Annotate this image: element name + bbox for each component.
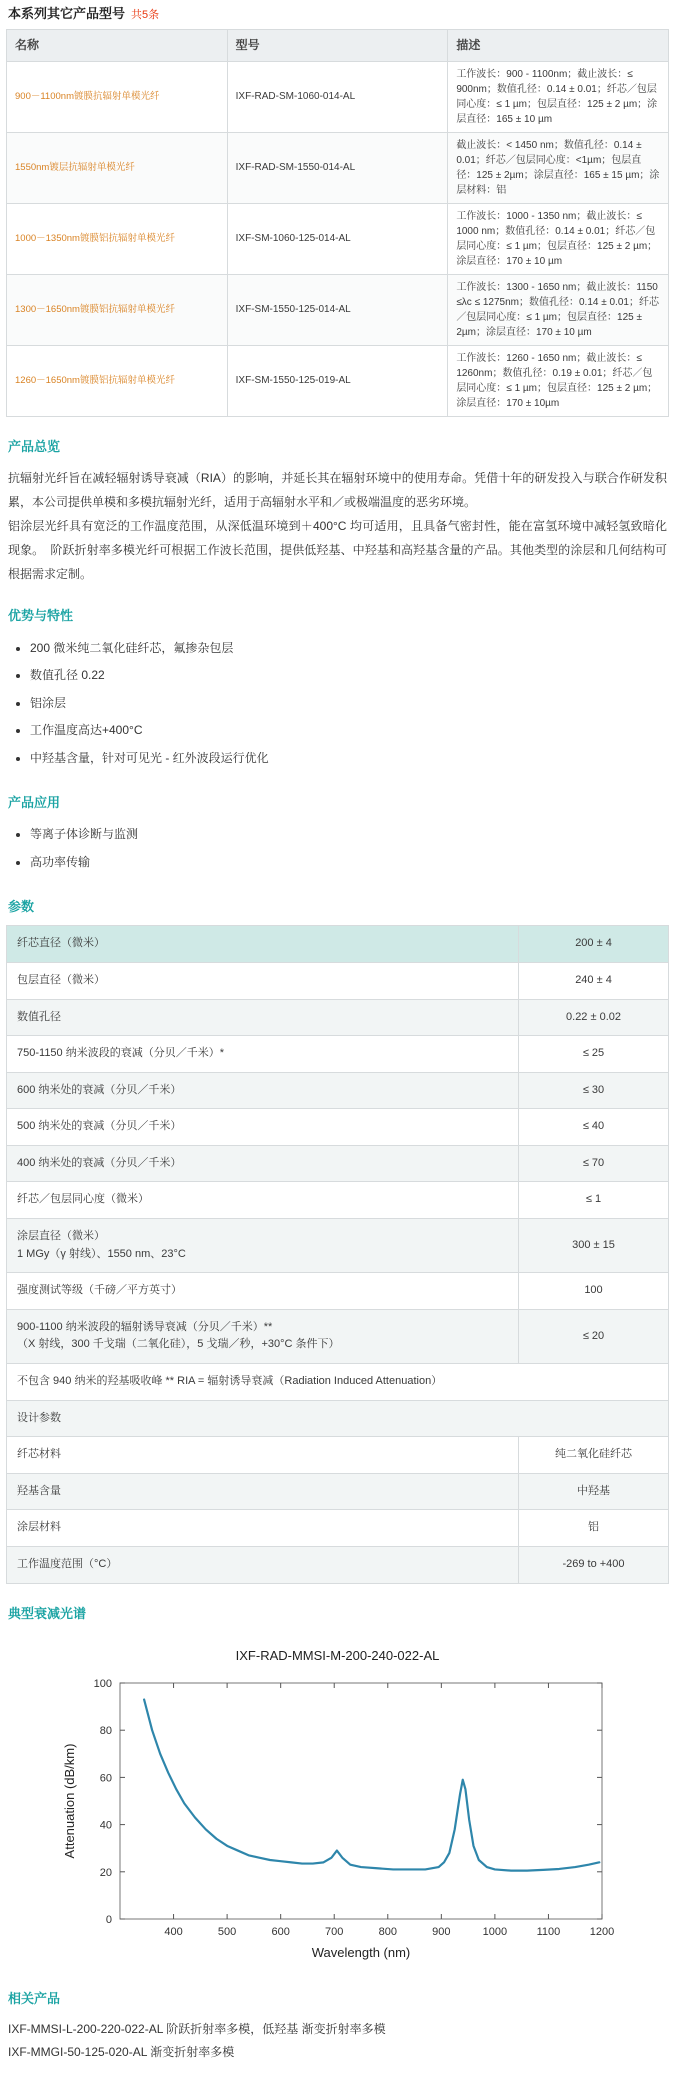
svg-text:900: 900	[431, 1926, 451, 1939]
model-name-link[interactable]: 1000－1350nm镀膜铝抗辐射单模光纤	[15, 232, 175, 244]
table-row	[7, 1109, 669, 1146]
model-desc-cell: 工作波长：1260 - 1650 nm；截止波长：≤ 1260nm；数值孔径：0.19 ± 0.01；纤芯／包层同心度：≤ 1 µm；包层直径：125 ± 2 µm；涂层直径：170 ± 10µm	[448, 345, 669, 416]
svg-text:1200: 1200	[589, 1926, 614, 1939]
model-name-cell	[7, 345, 228, 416]
param-label: 涂层材料	[7, 1510, 519, 1547]
section-title-spectrum: 典型衰减光谱	[8, 1605, 87, 1621]
param-label: 强度测试等级（千磅／平方英寸）	[7, 1273, 519, 1310]
parameters-table	[6, 925, 669, 1583]
model-desc-cell: 工作波长：1000 - 1350 nm；截止波长：≤ 1000 nm；数值孔径：0.14 ± 0.01；纤芯／包层同心度：≤ 1 µm；包层直径：125 ± 2 µm；涂层直径：170 ± 10 µm	[448, 203, 669, 274]
models-col-desc: 描述	[448, 29, 669, 61]
model-name-link[interactable]: 1550nm镀层抗辐射单模光纤	[15, 161, 135, 173]
param-value: ≤ 70	[519, 1145, 669, 1182]
table-row	[7, 962, 669, 999]
param-label: 纤芯／包层同心度（微米）	[7, 1182, 519, 1219]
svg-text:Attenuation (dB/km): Attenuation (dB/km)	[61, 1743, 77, 1859]
model-number-cell: IXF-SM-1550-125-014-AL	[227, 274, 448, 345]
param-value: 100	[519, 1273, 669, 1310]
features-list	[8, 635, 669, 773]
list-item: • 中羟基含量，针对可见光 - 红外波段运行优化	[30, 745, 669, 773]
section-title-parameters: 参数	[8, 898, 35, 914]
section-title-overview: 产品总览	[8, 438, 61, 454]
param-label: 600 纳米处的衰减（分贝／千米）	[7, 1072, 519, 1109]
svg-text:0: 0	[105, 1914, 112, 1927]
list-item: • 等离子体诊断与监测	[30, 821, 669, 849]
model-number-cell: IXF-SM-1060-125-014-AL	[227, 203, 448, 274]
list-item: • 数值孔径 0.22	[30, 662, 669, 690]
models-col-name: 名称	[7, 29, 228, 61]
table-row	[7, 1547, 669, 1584]
model-desc-cell: 工作波长：1300 - 1650 nm；截止波长：1150 ≤λc ≤ 1275nm；数值孔径：0.14 ± 0.01；纤芯／包层同心度：≤ 1 µm；包层直径：125 ± 2µm；涂层直径：170 ± 10 µm	[448, 274, 669, 345]
param-value: 中羟基	[519, 1473, 669, 1510]
model-number-cell: IXF-RAD-SM-1060-014-AL	[227, 61, 448, 132]
param-label	[7, 1309, 519, 1363]
table-row	[7, 1072, 669, 1109]
table-row	[7, 1364, 669, 1401]
section-title-features: 优势与特性	[8, 607, 74, 623]
overview-paragraph-1: 抗辐射光纤旨在减轻辐射诱导衰减（RIA）的影响，并延长其在辐射环境中的使用寿命。凭借十年的研发投入与联合作研发积累，本公司提供单模和多模抗辐射光纤，适用于高辐射水平和／或极端温度的恶劣环境。	[8, 470, 667, 509]
param-value: 300 ± 15	[519, 1219, 669, 1273]
list-item: • 工作温度高达+400°C	[30, 717, 669, 745]
series-heading-text: 本系列其它产品型号	[8, 6, 126, 21]
param-label: 羟基含量	[7, 1473, 519, 1510]
list-item: • 200 微米纯二氧化硅纤芯，氟掺杂包层	[30, 635, 669, 663]
attenuation-chart	[6, 1634, 669, 1969]
param-value: ≤ 25	[519, 1036, 669, 1073]
table-row	[7, 274, 669, 345]
models-table-header-row	[7, 29, 669, 61]
model-desc-cell: 工作波长：900 - 1100nm；截止波长：≤ 900nm；数值孔径：0.14 ± 0.01；纤芯／包层同心度：≤ 1 µm；包层直径：125 ± 2 µm；涂层直径：165 ± 10 µm	[448, 61, 669, 132]
svg-text:400: 400	[163, 1926, 183, 1939]
param-value: 纯二氧化硅纤芯	[519, 1437, 669, 1474]
param-value: 240 ± 4	[519, 962, 669, 999]
param-label-line2: （X 射线，300 千戈瑞（二氧化硅），5 戈瑞／秒，+30°C 条件下）	[17, 1338, 340, 1351]
model-name-cell	[7, 203, 228, 274]
table-row	[7, 999, 669, 1036]
applications-list	[8, 821, 669, 876]
model-name-link[interactable]: 1260－1650nm镀膜铝抗辐射单模光纤	[15, 374, 175, 386]
param-value: ≤ 20	[519, 1309, 669, 1363]
table-row	[7, 1400, 669, 1437]
related-products-list	[8, 2018, 669, 2064]
param-value: 0.22 ± 0.02	[519, 999, 669, 1036]
param-label: 750-1150 纳米波段的衰减（分贝／千米）*	[7, 1036, 519, 1073]
param-label: 包层直径（微米）	[7, 962, 519, 999]
table-row	[7, 1437, 669, 1474]
table-row	[7, 1473, 669, 1510]
param-label: 数值孔径	[7, 999, 519, 1036]
table-row	[7, 132, 669, 203]
svg-text:Wavelength (nm): Wavelength (nm)	[311, 1945, 410, 1961]
model-name-link[interactable]: 1300－1650nm镀膜铝抗辐射单模光纤	[15, 303, 175, 315]
section-title-related: 相关产品	[8, 1991, 61, 2007]
table-row	[7, 203, 669, 274]
chart-title: IXF-RAD-MMSI-M-200-240-022-AL	[235, 1648, 440, 1664]
table-row	[7, 1309, 669, 1363]
param-value: ≤ 1	[519, 1182, 669, 1219]
overview-paragraph-2: 铝涂层光纤具有宽泛的工作温度范围，从深低温环境到＋400°C 均可适用，且具备气密封性，能在富氢环境中减轻氢致暗化现象。 阶跃折射率多模光纤可根据工作波长范围，提供低羟基、中羟基和高羟基含量的产品。其他类型的涂层和几何结构可根据需求定制。	[8, 518, 667, 581]
svg-text:20: 20	[99, 1867, 112, 1880]
param-value: ≤ 30	[519, 1072, 669, 1109]
table-row	[7, 61, 669, 132]
table-row	[7, 926, 669, 963]
svg-text:600: 600	[270, 1926, 290, 1939]
spectrum-plot	[58, 1669, 618, 1969]
model-number-cell: IXF-SM-1550-125-019-AL	[227, 345, 448, 416]
table-row	[7, 1273, 669, 1310]
model-name-cell	[7, 61, 228, 132]
table-row	[7, 1182, 669, 1219]
table-row	[7, 1145, 669, 1182]
model-name-cell	[7, 132, 228, 203]
param-label: 纤芯材料	[7, 1437, 519, 1474]
models-col-model: 型号	[227, 29, 448, 61]
param-label: 工作温度范围（°C）	[7, 1547, 519, 1584]
svg-text:80: 80	[99, 1725, 112, 1738]
param-value: 铝	[519, 1510, 669, 1547]
param-label-line2: 1 MGy（γ 射线）、1550 nm、23°C	[17, 1247, 186, 1260]
svg-text:800: 800	[378, 1926, 397, 1939]
param-label-line1: 涂层直径（微米）	[17, 1230, 105, 1243]
param-value: ≤ 40	[519, 1109, 669, 1146]
svg-text:40: 40	[99, 1819, 112, 1832]
param-label	[7, 1219, 519, 1273]
list-item: • 铝涂层	[30, 690, 669, 718]
series-count: 共5条	[131, 9, 160, 21]
param-label: 纤芯直径（微米）	[7, 926, 519, 963]
design-params-title: 设计参数	[7, 1400, 669, 1437]
param-footnote: 不包含 940 纳米的羟基吸收峰 ** RIA = 辐射诱导衰减（Radiation Induced Attenuation）	[7, 1364, 669, 1401]
models-table	[6, 29, 669, 417]
param-value: 200 ± 4	[519, 926, 669, 963]
param-label-line1: 900-1100 纳米波段的辐射诱导衰减（分贝／千米）**	[17, 1320, 273, 1333]
svg-text:100: 100	[93, 1678, 112, 1691]
model-name-cell	[7, 274, 228, 345]
list-item: IXF-MMGI-50-125-020-AL 渐变折射率多模	[8, 2044, 235, 2059]
table-row	[7, 1510, 669, 1547]
table-row	[7, 345, 669, 416]
table-row	[7, 1036, 669, 1073]
model-desc-cell: 截止波长：< 1450 nm；数值孔径：0.14 ± 0.01；纤芯／包层同心度：<1µm；包层直径：125 ± 2µm；涂层直径：165 ± 15 µm；涂层材料：铝	[448, 132, 669, 203]
param-label: 400 纳米处的衰减（分贝／千米）	[7, 1145, 519, 1182]
series-other-models-heading	[6, 0, 669, 29]
model-name-link[interactable]: 900－1100nm镀膜抗辐射单模光纤	[15, 90, 160, 102]
param-value: -269 to +400	[519, 1547, 669, 1584]
svg-text:700: 700	[324, 1926, 343, 1939]
list-item: • 高功率传输	[30, 849, 669, 877]
svg-text:1000: 1000	[482, 1926, 507, 1939]
list-item: IXF-MMSI-L-200-220-022-AL 阶跃折射率多模，低羟基 渐变折射率多模	[8, 2022, 386, 2036]
svg-text:60: 60	[99, 1772, 112, 1785]
model-number-cell: IXF-RAD-SM-1550-014-AL	[227, 132, 448, 203]
section-title-applications: 产品应用	[8, 794, 61, 810]
svg-text:500: 500	[217, 1926, 236, 1939]
table-row	[7, 1219, 669, 1273]
svg-text:1100: 1100	[536, 1926, 560, 1939]
param-label: 500 纳米处的衰减（分贝／千米）	[7, 1109, 519, 1146]
